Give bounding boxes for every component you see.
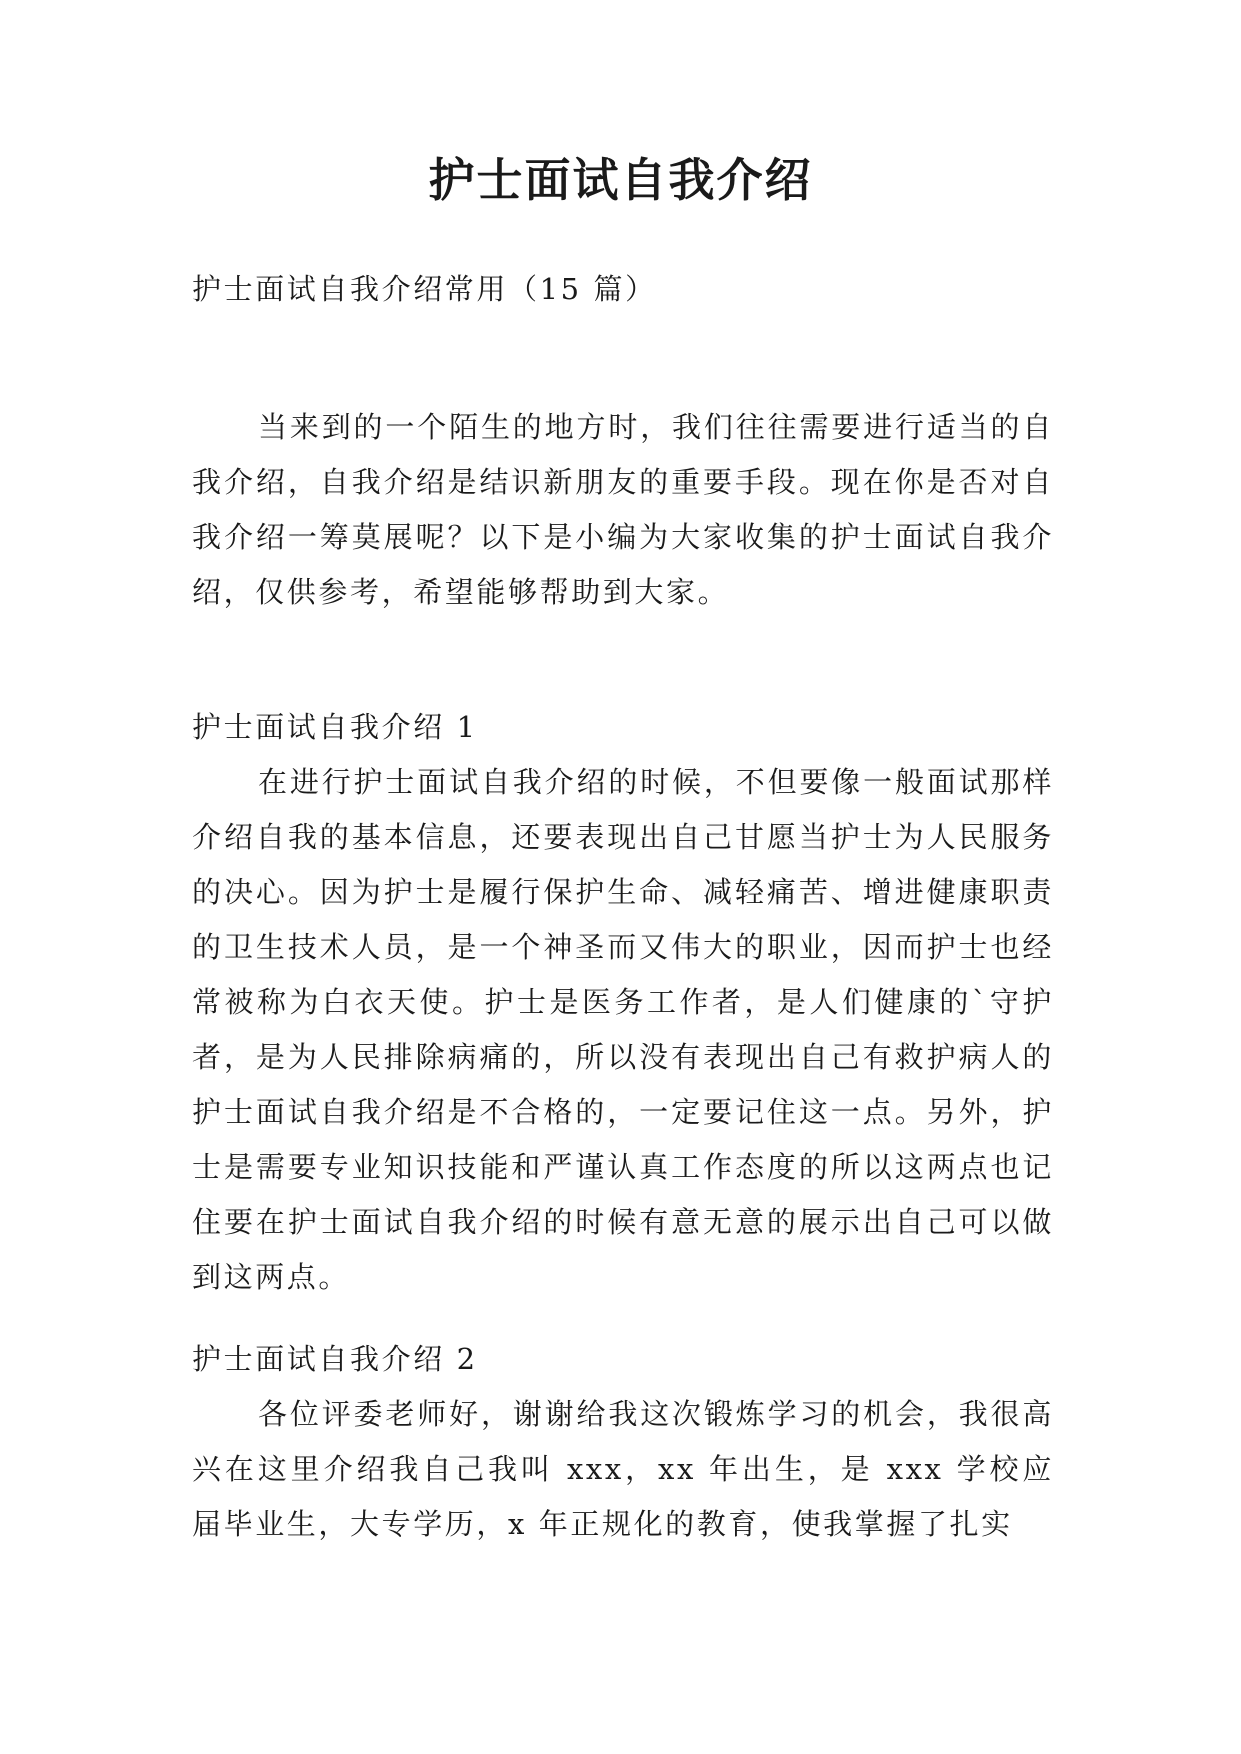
document-title: 护士面试自我介绍: [428, 153, 813, 207]
section-paragraph-1: 在进行护士面试自我介绍的时候，不但要像一般面试那样介绍自我的基本信息，还要表现出自己甘愿当护士为人民服务的决心。因为护士是履行保护生命、减轻痛苦、增进健康职责的卫生技术人员，是一个神圣而又伟大的职业，因而护士也经常被称为白衣天使。护士是医务工作者，是人们健康的`守护者，是为人民排除病痛的，所以没有表现出自己有救护病人的护士面试自我介绍是不合格的，一定要记住这一点。另外，护士是需要专业知识技能和严谨认真工作态度的所以这两点也记住要在护士面试自我介绍的时候有意无意的展示出自己可以做到这两点。: [192, 765, 1054, 1294]
section-heading-1: 护士面试自我介绍 1: [192, 710, 478, 744]
document-subtitle: 护士面试自我介绍常用（15 篇）: [192, 272, 657, 306]
intro-paragraph: 当来到的一个陌生的地方时，我们往往需要进行适当的自我介绍，自我介绍是结识新朋友的重要手段。现在你是否对自我介绍一筹莫展呢？以下是小编为大家收集的护士面试自我介绍，仅供参考，希望能够帮助到大家。: [192, 410, 1054, 609]
section-paragraph-2: 各位评委老师好，谢谢给我这次锻炼学习的机会，我很高兴在这里介绍我自己我叫 xxx，xx 年出生，是 xxx 学校应届毕业生，大专学历，x 年正规化的教育，使我掌握了扎实: [192, 1397, 1054, 1541]
section-heading-2: 护士面试自我介绍 2: [192, 1342, 478, 1376]
